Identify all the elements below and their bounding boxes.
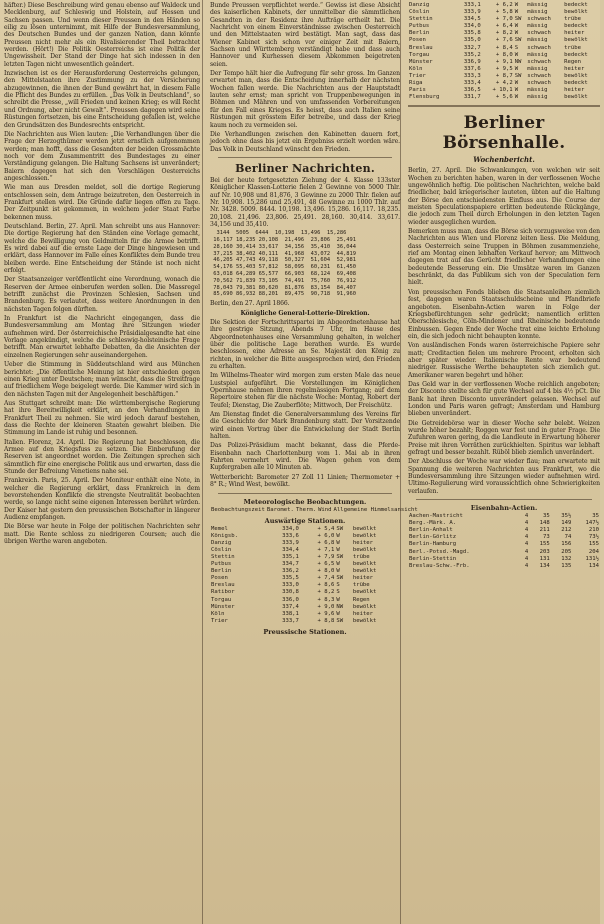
- stations-table: [210, 526, 400, 625]
- table-row: [408, 556, 600, 563]
- article-paragraph: Die Börse war heute in Folge der politischen Nachrichten sehr matt. Die Rente schloss zu niedrigeren Coursen; auch die übrigen Werthe waren angeboten.: [4, 523, 200, 546]
- table-row: [408, 16, 600, 23]
- table-cell: 337,6: [463, 65, 481, 72]
- table-cell: heiter: [564, 30, 585, 37]
- table-cell: 330,8: [282, 589, 299, 596]
- article-paragraph: Die Sektion der Fortschrittspartei im Abgeordnetenhause hat ihre gestrige Sitzung, Abends 7 Uhr, im Hause des Abgeordnetenhauses eine Versammlung gehalten, in welcher über die politische Lage berathen wurde. Es wurde beschlossen, eine Adresse an Se. Majestät den König zu richten, in welcher die Bitte ausgesprochen wird, den Frieden zu erhalten.: [210, 318, 400, 370]
- table-cell: Berlin: [409, 30, 430, 37]
- table-cell: + 4,2: [495, 80, 513, 87]
- table-header-cell: Baromet.: [266, 506, 294, 513]
- table-row: [408, 87, 600, 94]
- table-cell: Regen: [564, 58, 581, 65]
- table-cell: 204: [588, 548, 599, 555]
- table-cell: + 8,2: [317, 589, 335, 596]
- table-row: [408, 563, 600, 570]
- table-row: [408, 513, 600, 520]
- table-cell: schwach: [527, 72, 551, 79]
- table-cell: 147½: [585, 520, 599, 527]
- article-paragraph: Der Abschluss der Woche war wieder flau; man erwartete mit Spannung die weiteren Nachrichten aus Frankfurt, wo die Bundesversammlung ihre Sitzungen wieder aufnehmen wird. Ultimo-Regulierung wird voraussichtlich ohne Schwierigkeiten verlaufen.: [408, 458, 600, 495]
- table-cell: + 7,0: [495, 16, 513, 23]
- lottery-numbers: 3144 5005 6444 10,198 13,496 15,286 16,117 18,235 20,108 21,496 23,806 25,491 28,160 30,414 33,617 34,156 35,410 36,044 37,215 38,402 40,111 41,968 43,072 44,819 46,205 47,743 49,118 50,327 51,604 52,981 54,176 55,403 57,812 58,095 60,231 61,450 63,018 64,289 65,577 66,903 68,124 69,408 70,562 71,839 73,105 74,491 75,760 76,912 78,043 79,381 80,620 81,876 83,154 84,407 85,690 86,932 88,201 89,475 90,718 91,960: [213, 230, 357, 298]
- table-cell: SW: [336, 553, 344, 560]
- table-cell: Regen: [352, 596, 370, 603]
- table-cell: 335,1: [282, 553, 299, 560]
- table-cell: Paris: [409, 87, 426, 94]
- article-paragraph: Die Verhandlungen zwischen den Kabinetten dauern fort, jedoch ohne dass bis jetzt ein Ergebniss erzielt worden wäre. Das Volk in Deutschland wünscht den Frieden.: [210, 130, 400, 153]
- table-cell: Berlin-Görlitz: [409, 534, 457, 541]
- weather-heading: Meteorologische Beobachtungen.: [243, 497, 367, 506]
- table-row: [210, 561, 400, 568]
- table-row: [408, 541, 600, 548]
- table-cell: bewölkt: [352, 532, 377, 539]
- table-row: [210, 575, 400, 582]
- table-cell: Memel: [211, 525, 228, 532]
- table-cell: Berlin-Hamburg: [409, 541, 457, 548]
- article-paragraph: Königliche General-Lotterie-Direktion.: [240, 309, 370, 317]
- table-row: [210, 554, 400, 561]
- table-cell: Berlin: [211, 568, 232, 575]
- table-row: [408, 534, 600, 541]
- article-paragraph: Italien. Florenz, 24. April. Die Regierung hat beschlossen, die Armee auf den Kriegsfuss zu setzen. Die Einberufung der Reserven ist angeordnet worden. Die Zeitungen sprechen sich sämmtlich für eine energische Politik aus und erwarten, dass die Stunde der Befreiung Venetiens nahe sei.: [4, 438, 200, 475]
- stations-table: [408, 2, 600, 101]
- table-cell: Ratibor: [211, 589, 235, 596]
- table-row: [210, 547, 400, 554]
- table-cell: bewölkt: [564, 72, 588, 79]
- table-row: [408, 80, 600, 87]
- table-row: [408, 2, 600, 9]
- table-cell: 334,7: [282, 561, 299, 568]
- article-paragraph: Berlin, den 27. April 1866.: [210, 300, 290, 308]
- table-cell: bewölkt: [352, 603, 377, 610]
- table-cell: 4: [524, 513, 529, 520]
- table-cell: SW: [336, 575, 344, 582]
- table-cell: 333,3: [463, 72, 481, 79]
- table-cell: W: [514, 9, 519, 16]
- table-cell: 132: [561, 555, 572, 562]
- table-row: [210, 540, 400, 547]
- table-cell: Trier: [211, 617, 228, 624]
- table-cell: bewölkt: [352, 525, 377, 532]
- table-cell: 4: [524, 534, 529, 541]
- table-cell: W: [514, 23, 519, 30]
- table-cell: + 6,0: [317, 532, 335, 539]
- article-paragraph: Bemerken muss man, dass die Börse sich vorzugsweise von den Nachrichten aus Wien und Florenz leiten liess. Die Meldung, dass Oesterreich seine Truppen in Böhmen zusammenziehe, rief am Montag einen lebhaften Verkauf hervor; am Mittwoch dagegen trat auf das Gerücht friedlicher Verhandlungen eine bedeutende Besserung ein. Die Umsätze waren im Ganzen beschränkt, da das Publikum sich von der Speculation fern hielt.: [408, 228, 600, 287]
- table-header-cell: Wind: [318, 506, 332, 513]
- table-cell: S: [514, 44, 519, 51]
- table-row: [210, 604, 400, 611]
- table-row: [408, 59, 600, 66]
- table-row: [408, 52, 600, 59]
- table-cell: mässig: [527, 94, 548, 101]
- table-cell: + 7,6: [495, 37, 513, 44]
- article-paragraph: Bunde Preussen verpflichtet werde.“ Gewiss ist diese Absicht des kaiserlichen Kabinets, der unmittelbar die sämmtlichen Gesandten in der Residenz ihre Aufträge ertheilt hat. Die Nachricht von einem Einverständnisse zwischen Oesterreich und den Mittelstaaten wird bestätigt. Man sagt, dass das Wiener Kabinet sich schon vor einiger Zeit mit Baiern, Sachsen und Württemberg verständigt habe und dass auch Hannover und Kurhessen diesem Abkommen beigetreten seien.: [210, 2, 400, 68]
- table-cell: 336,9: [463, 58, 481, 65]
- table-cell: + 8,4: [495, 44, 513, 51]
- table-cell: bedeckt: [564, 51, 588, 58]
- article-paragraph: Der Tempo hält hier die Aufregung für sehr gross. Im Ganzen erwartet man, dass die Entscheidung innerhalb der nächsten Wochen fallen werde. Die Nachrichten aus der Hauptstadt lauten sehr ernst; man spricht von Truppenbewegungen in Böhmen und Mähren und von umfassenden Vorbereitungen für den Fall eines Krieges. Es heisst, dass auch Italien seine Rüstungen mit grösstem Eifer betreibe, und dass der Krieg kaum noch zu vermeiden sei.: [210, 70, 400, 129]
- table-cell: Berlin-Stettin: [409, 555, 457, 562]
- table-row: [408, 9, 600, 16]
- table-cell: Breslau: [409, 44, 433, 51]
- table-cell: mässig: [527, 9, 548, 16]
- table-cell: SW: [514, 72, 522, 79]
- table-cell: 4: [524, 562, 529, 569]
- table-cell: bewölkt: [352, 617, 377, 624]
- article-paragraph: Berlin, 27. April. Die Schwankungen, von welchen wir seit Wochen zu berichten haben, waren in der verflossenen Woche ungewöhnlich heftig. Die politischen Nachrichten, welche bald friedlicher, bald kriegerischer lauteten, übten auf die Haltung der Börse den entschiedensten Einfluss aus. Die Course der meisten Speculationspapiere erlitten bedeutende Rückgänge, die jedoch zum Theil durch Erholungen in den letzten Tagen wieder ausgeglichen wurden.: [408, 167, 600, 226]
- table-row: [210, 611, 400, 618]
- table-cell: 334,0: [463, 23, 481, 30]
- table-cell: 203: [539, 548, 550, 555]
- table-cell: bewölkt: [564, 94, 588, 101]
- table-cell: Berl.-Potsd.-Magd.: [409, 548, 470, 555]
- table-cell: 335,8: [463, 30, 481, 37]
- table-cell: 333,9: [282, 539, 299, 546]
- table-cell: 333,4: [463, 80, 481, 87]
- section-title-berliner-nachrichten: Berliner Nachrichten.: [235, 161, 375, 175]
- table-cell: bewölkt: [352, 589, 377, 596]
- table-cell: W: [336, 561, 340, 568]
- table-cell: 333,7: [282, 617, 299, 624]
- table-cell: mässig: [527, 23, 548, 30]
- table-cell: + 9,1: [495, 58, 513, 65]
- article-paragraph: Wetterbericht: Barometer 27 Zoll 11 Linien; Thermometer + 8° R.; Wind West, bewölkt.: [210, 473, 400, 489]
- table-cell: + 8,7: [495, 72, 513, 79]
- table-row: [408, 549, 600, 556]
- table-row: [408, 66, 600, 73]
- table-cell: Putbus: [211, 561, 232, 568]
- table-cell: Münster: [409, 58, 433, 65]
- table-cell: S: [336, 582, 340, 589]
- section-subtitle: Wochenbericht.: [473, 155, 535, 165]
- table-cell: Cöslin: [409, 9, 430, 16]
- table-cell: + 5,4: [317, 525, 335, 532]
- table-row: [210, 618, 400, 625]
- table-row: [408, 520, 600, 527]
- table-cell: W: [336, 610, 340, 617]
- table-cell: 335,5: [282, 575, 299, 582]
- table-cell: + 9,5: [495, 65, 513, 72]
- table-cell: 335,2: [463, 51, 481, 58]
- table-cell: bewölkt: [564, 9, 588, 16]
- table-cell: 155: [588, 541, 599, 548]
- table-cell: trübe: [352, 553, 370, 560]
- table-cell: 333,1: [463, 2, 481, 8]
- table-cell: + 6,4: [495, 23, 513, 30]
- table-cell: Münster: [211, 603, 235, 610]
- table-cell: 211: [539, 527, 550, 534]
- table-cell: + 9,0: [317, 603, 335, 610]
- table-cell: 35½: [561, 513, 572, 520]
- article-paragraph: Inzwischen ist es der Herausforderung Oesterreichs gelungen, den Mittelstaaten ihre Zustimmung zu der Versicherung abzugewinnen, die ihnen der Bund gewährt hat, in diesem Falle die Pflicht des Bundes zu erfüllen. „Das Volk in Deutschland“, so schreibt die Presse, „will Frieden und keinen Krieg; es will Recht und Ordnung, aber nicht Gewalt“. Preussen dagegen wird seine Rüstungen fortsetzen, bis eine Entscheidung gefallen ist, welche den Grundsätzen des Bundesrechts entspricht.: [4, 70, 200, 129]
- table-cell: Putbus: [409, 23, 430, 30]
- table-cell: Posen: [211, 575, 228, 582]
- table-row: [408, 527, 600, 534]
- table-cell: 134: [588, 562, 599, 569]
- table-cell: 73: [543, 534, 550, 541]
- table-row: [408, 94, 600, 101]
- table-cell: bewölkt: [352, 568, 377, 575]
- table-cell: W: [336, 596, 340, 603]
- table-cell: 4: [524, 541, 529, 548]
- table-cell: schwach: [527, 30, 551, 37]
- table-cell: 205: [561, 548, 572, 555]
- table-cell: heiter: [564, 87, 585, 94]
- table-cell: mässig: [527, 87, 548, 94]
- table-cell: 336,5: [463, 87, 481, 94]
- table-cell: Trier: [409, 72, 426, 79]
- table-cell: 155: [539, 541, 550, 548]
- article-paragraph: Die Getreidebörse war in dieser Woche sehr belebt. Weizen wurde höher bezahlt; Roggen war fest und in guter Frage. Die Zufuhren waren gering, da die Landleute in Erwartung höherer Preise mit ihren Vorräthen zurückhielten. Spiritus war lebhaft gefragt und besser bezahlt. Rüböl blieb ziemlich unverändert.: [408, 419, 600, 457]
- table-cell: + 6,2: [495, 2, 513, 8]
- table-cell: W: [514, 87, 519, 94]
- table-cell: 4: [524, 555, 529, 562]
- stations-heading: Auswärtige Stationen.: [264, 516, 346, 525]
- table-row: [408, 30, 600, 37]
- table-cell: Breslau-Schw.-Frb.: [409, 562, 470, 569]
- table-header-cell: Allgemeine Himmelsansicht: [333, 506, 418, 513]
- table-cell: + 5,8: [495, 9, 513, 16]
- table-cell: heiter: [564, 65, 585, 72]
- table-cell: bedeckt: [564, 23, 588, 30]
- divider: [218, 157, 392, 158]
- table-cell: 212: [561, 527, 572, 534]
- table-cell: schwach: [527, 58, 551, 65]
- table-cell: + 10,1: [492, 87, 513, 94]
- table-cell: 74: [564, 534, 572, 541]
- table-cell: 332,7: [463, 44, 481, 51]
- table-cell: W: [514, 65, 519, 72]
- article-paragraph: Am Dienstag findet die Generalversammlung des Vereins für die Geschichte der Mark Brandenburg statt. Der Vorsitzende wird einen Vortrag über die Entwickelung der Stadt Berlin halten.: [210, 411, 400, 441]
- article-paragraph: Bei der heute fortgesetzten Ziehung der 4. Klasse 133ster Königlicher Klassen-Lotterie fielen 2 Gewinne von 5000 Thlr. auf Nr. 10,908 und 81,876, 3 Gewinne zu 2000 Thlr. fielen auf Nr. 10,908. 15,286 und 25,491, 48 Gewinne zu 1000 Thlr. auf Nr. 3428. 5009. 8444. 10,198. 13,496. 15,286. 16,117. 18,235. 20,108. 21,496. 23,806. 25,491. 28,160. 30,414. 33,617. 34,156 und 35,410.: [210, 176, 400, 228]
- table-row: [210, 582, 400, 589]
- table-row: [408, 45, 600, 52]
- table-cell: + 5,6: [495, 94, 513, 101]
- table-cell: bewölkt: [564, 37, 588, 44]
- article-paragraph: Im Wilhelms-Theater wird morgen zum ersten Male das neue Lustspiel aufgeführt. Die Vorstellungen im Königlichen Opernhause nehmen ihren regelmässigen Fortgang; auf dem Repertoire stehen für die nächste Woche: Montag, Robert der Teufel; Dienstag, Die Zauberflöte; Mittwoch, Der Freischütz.: [210, 372, 400, 409]
- table-cell: bedeckt: [564, 2, 588, 8]
- table-cell: + 8,8: [317, 617, 335, 624]
- table-cell: mässig: [527, 65, 548, 72]
- table-cell: mässig: [527, 2, 548, 8]
- table-cell: Aachen-Mastricht: [409, 513, 463, 520]
- table-header-cell: Beobachtungszeit: [211, 506, 265, 513]
- divider: [416, 499, 592, 500]
- table-cell: NW: [514, 58, 522, 65]
- table-row: [408, 73, 600, 80]
- table-cell: Berlin-Anhalt: [409, 527, 453, 534]
- table-cell: 334,4: [282, 546, 299, 553]
- table-cell: heiter: [352, 610, 374, 617]
- table-cell: Torgau: [409, 51, 430, 58]
- right-column: [404, 0, 604, 924]
- table-cell: W: [514, 2, 519, 8]
- table-cell: W: [336, 568, 340, 575]
- article-paragraph: häfter.) Diese Beschreibung wird genau ebenso auf Waldeck und Mecklenburg, auf Schleswig und Holstein, auf Hessen und Sachsen passen. Und wenn dieser Preussen in den Händen so eilig zu lösen unternimmt, mit Hilfe der Bundesversammlung, des Deutschen Bundes und der ganzen Nation, dann könnte Preussen nicht mehr als ein Rivalisierender Theil betrachtet werden. (Hört!) Die Politik Oesterreichs ist eine Politik der Ungewissheit. Der Stand der Dinge hat sich indessen in den letzten Tagen nicht unwesentlich geändert.: [4, 2, 200, 68]
- table-cell: bedeckt: [564, 80, 588, 87]
- table-cell: mässig: [527, 51, 548, 58]
- table-cell: 4: [524, 527, 529, 534]
- table-cell: 131½: [585, 555, 599, 562]
- table-cell: Danzig: [409, 2, 430, 8]
- table-cell: + 8,2: [495, 30, 513, 37]
- table-cell: 210: [588, 527, 599, 534]
- table-cell: 334,0: [282, 525, 299, 532]
- table-cell: trübe: [564, 16, 581, 23]
- table-cell: Stettin: [211, 553, 235, 560]
- table-cell: 336,0: [282, 596, 299, 603]
- table-cell: W: [336, 546, 340, 553]
- table-header-cell: Therm.: [295, 506, 317, 513]
- left-column: [0, 0, 206, 924]
- table-cell: W: [336, 532, 340, 539]
- table-cell: + 9,6: [317, 610, 335, 617]
- table-cell: heiter: [352, 539, 374, 546]
- article-paragraph: Deutschland. Berlin, 27. April. Man schreibt uns aus Hannover: Die dortige Regierung hat den Ständen eine Vorlage gemacht, welche die Bewilligung von Geldmitteln für die Armee betrifft. Es wird dabei auf die ernste Lage der Dinge hingewiesen und erklärt, dass Hannover im Falle eines Konfliktes dem Bunde treu bleiben werde. Eine Entscheidung der Stände ist noch nicht erfolgt.: [4, 222, 200, 275]
- table-cell: Stettin: [409, 16, 433, 23]
- article-paragraph: Ueber die Stimmung in Süddeutschland wird aus München berichtet: „Die öffentliche Meinung ist hier entschieden gegen einen Krieg unter Deutschen; man wünscht, dass die Streitfrage auf friedlichem Wege beigelegt werde. Die Kammer wird sich in den nächsten Tagen mit der Angelegenheit beschäftigen.“: [4, 361, 200, 398]
- table-cell: 148: [539, 520, 550, 527]
- table-cell: W: [514, 51, 519, 58]
- table-cell: + 8,0: [495, 51, 513, 58]
- article-paragraph: Der Staatsanzeiger veröffentlicht eine Verordnung, wonach die Reserven der Armee einberufen werden sollen. Die Massregel betrifft zunächst die Provinzen Schlesien, Sachsen und Brandenburg. Es verlautet, dass weitere Anordnungen in den nächsten Tagen folgen dürften.: [4, 276, 200, 313]
- table-cell: 131: [539, 555, 550, 562]
- table-cell: + 8,0: [317, 568, 335, 575]
- table-cell: W: [514, 30, 519, 37]
- stocks-table: [408, 513, 600, 570]
- table-cell: Köln: [409, 65, 423, 72]
- table-cell: Posen: [409, 37, 426, 44]
- table-cell: 134: [539, 562, 550, 569]
- table-row: [210, 526, 400, 533]
- table-cell: 156: [561, 541, 572, 548]
- table-cell: + 8,3: [317, 596, 335, 603]
- table-cell: trübe: [564, 44, 581, 51]
- table-cell: + 7,4: [317, 575, 335, 582]
- table-cell: Breslau: [211, 582, 235, 589]
- table-cell: 4: [524, 520, 529, 527]
- table-cell: schwach: [527, 16, 551, 23]
- table-cell: 149: [561, 520, 572, 527]
- table-cell: schwach: [527, 80, 551, 87]
- table-row: [210, 597, 400, 604]
- divider: [408, 105, 600, 107]
- article-paragraph: Das Polizei-Präsidium macht bekannt, dass die Pferde-Eisenbahn nach Charlottenburg vom 1. Mai ab in ihren Fahrten vermehrt wird. Die Wagen gehen von dem Kupfergraben alle 10 Minuten ab.: [210, 442, 400, 472]
- table-cell: Flensburg: [409, 94, 440, 101]
- table-cell: 4: [524, 548, 529, 555]
- article-paragraph: Aus Stuttgart schreibt man: Die württembergische Regierung hat ihre Bereitwilligkeit erklärt, an den Verhandlungen in Frankfurt Theil zu nehmen. Sie wird jedoch darauf bestehen, dass die Rechte der kleineren Staaten gewahrt bleiben. Die Stimmung im Lande ist ruhig und besonnen.: [4, 399, 200, 437]
- article-paragraph: Frankreich. Paris, 25. April. Der Moniteur enthält eine Note, in welcher die Regierung erklärt, dass Frankreich in dem bevorstehenden Konflikte die strengste Neutralität beobachten werde, so lange nicht seine eigenen Interessen berührt würden. Der Kaiser hat gestern den preussischen Botschafter in längerer Audienz empfangen.: [4, 477, 200, 522]
- table-cell: trübe: [352, 582, 370, 589]
- table-cell: Cöslin: [211, 546, 232, 553]
- table-cell: Danzig: [211, 539, 232, 546]
- table-cell: SW: [514, 37, 522, 44]
- table-cell: 333,0: [282, 582, 299, 589]
- article-paragraph: Von preussischen Fonds blieben die Staatsanleihen ziemlich fest, dagegen waren Staatsschuldscheine und Pfandbriefe angeboten. Eisenbahn-Actien waren in Folge der Kriegsbefürchtungen sehr gedrückt; namentlich erlitten Oberschlesische, Cöln-Mindener und Rheinische bedeutende Einbussen. Gegen Ende der Woche trat eine leichte Erholung ein, die sich jedoch nicht behaupten konnte.: [408, 288, 600, 340]
- table-cell: 334,5: [463, 16, 481, 23]
- table-cell: 135: [561, 562, 572, 569]
- table-cell: 337,4: [282, 603, 299, 610]
- table-cell: SW: [336, 525, 344, 532]
- table-cell: + 7,1: [317, 546, 335, 553]
- table-cell: mässig: [527, 37, 548, 44]
- table-cell: 73½: [588, 534, 599, 541]
- article-paragraph: In Frankfurt ist die Nachricht eingegangen, dass die Bundesversammlung am Montag ihre Sitzungen wieder aufnehmen wird. Der österreichische Präsidialgesandte hat eine Vorlage angekündigt, welche die schleswig-holsteinische Frage betrifft. Man erwartet lebhafte Debatten, da die Ansichten der einzelnen Regierungen sehr auseinandergehen.: [4, 315, 200, 359]
- stocks-heading: Eisenbahn-Actien.: [470, 504, 538, 513]
- table-cell: Riga: [409, 80, 423, 87]
- table-cell: W: [514, 94, 519, 101]
- table-cell: 333,9: [463, 9, 481, 16]
- table-row: [210, 533, 400, 540]
- table-cell: S: [336, 589, 340, 596]
- table-cell: NW: [336, 603, 344, 610]
- table-row: [210, 568, 400, 575]
- table-cell: 335,0: [463, 37, 481, 44]
- table-cell: Torgau: [211, 596, 232, 603]
- table-cell: SW: [336, 617, 344, 624]
- table-row: [408, 23, 600, 30]
- table-cell: 338,1: [282, 610, 299, 617]
- table-cell: 331,7: [463, 94, 481, 101]
- table-cell: W: [336, 539, 340, 546]
- section-title-boersenhalle: Berliner Börsenhalle.: [442, 113, 566, 154]
- stations-footer: Preussische Stationen.: [263, 627, 347, 636]
- divider: [218, 493, 392, 494]
- table-row: [210, 589, 400, 596]
- table-cell: heiter: [352, 575, 374, 582]
- table-cell: 35: [592, 513, 599, 520]
- table-cell: SW: [514, 16, 522, 23]
- table-cell: 336,2: [282, 568, 299, 575]
- table-cell: W: [514, 80, 519, 87]
- article-paragraph: Von ausländischen Fonds waren österreichische Papiere sehr matt; Creditactien fielen um mehrere Procent, erholten sich aber später wieder. Italienische Rente war bedeutend niedriger. Russische Werthe behaupteten sich ziemlich gut. Amerikaner waren begehrt und höher.: [408, 342, 600, 379]
- weather-table-header: [210, 507, 419, 514]
- article-paragraph: Wie man aus Dresden meldet, soll die dortige Regierung entschlossen sein, dem Antrage beizutreten, den Oesterreich in Frankfurt stellen wird. Die Gründe dafür liegen offen zu Tage. Der Zeitpunkt ist gekommen, in welchem jeder Staat Farbe bekennen muss.: [4, 184, 200, 221]
- table-cell: schwach: [527, 44, 551, 51]
- table-cell: + 8,6: [317, 582, 335, 589]
- table-cell: bewölkt: [352, 561, 377, 568]
- table-cell: + 7,9: [317, 553, 335, 560]
- table-row: [408, 37, 600, 44]
- table-cell: 35: [543, 513, 550, 520]
- table-cell: 333,6: [282, 532, 299, 539]
- table-cell: Köln: [211, 610, 225, 617]
- article-paragraph: Das Geld war in der verflossenen Woche reichlich angeboten; der Disconto stellte sich für gute Wechsel auf 4 bis 4½ pCt. Die Bank hat ihren Disconto unverändert gelassen. Wechsel auf London und Paris waren gefragt; Amsterdam und Hamburg blieben unverändert.: [408, 380, 600, 418]
- article-paragraph: Die Nachrichten aus Wien lauten: „Die Verhandlungen über die Frage der Herzogthümer werden jetzt ernstlich aufgenommen werden; man hofft, dass die Gesandten der beiden Grossmächte noch vor dem Zusammentritt des Bundestages zu einer Verständigung gelangen. Die Haltung Sachsens ist unverändert; Baiern dagegen hat sich den Vorschlägen Oesterreichs angeschlossen.“: [4, 130, 200, 182]
- table-cell: bewölkt: [352, 546, 377, 553]
- table-cell: + 6,5: [317, 561, 335, 568]
- table-cell: + 6,8: [317, 539, 335, 546]
- table-cell: Berg.-Märk. A.: [409, 520, 457, 527]
- table-cell: Königsb.: [211, 532, 238, 539]
